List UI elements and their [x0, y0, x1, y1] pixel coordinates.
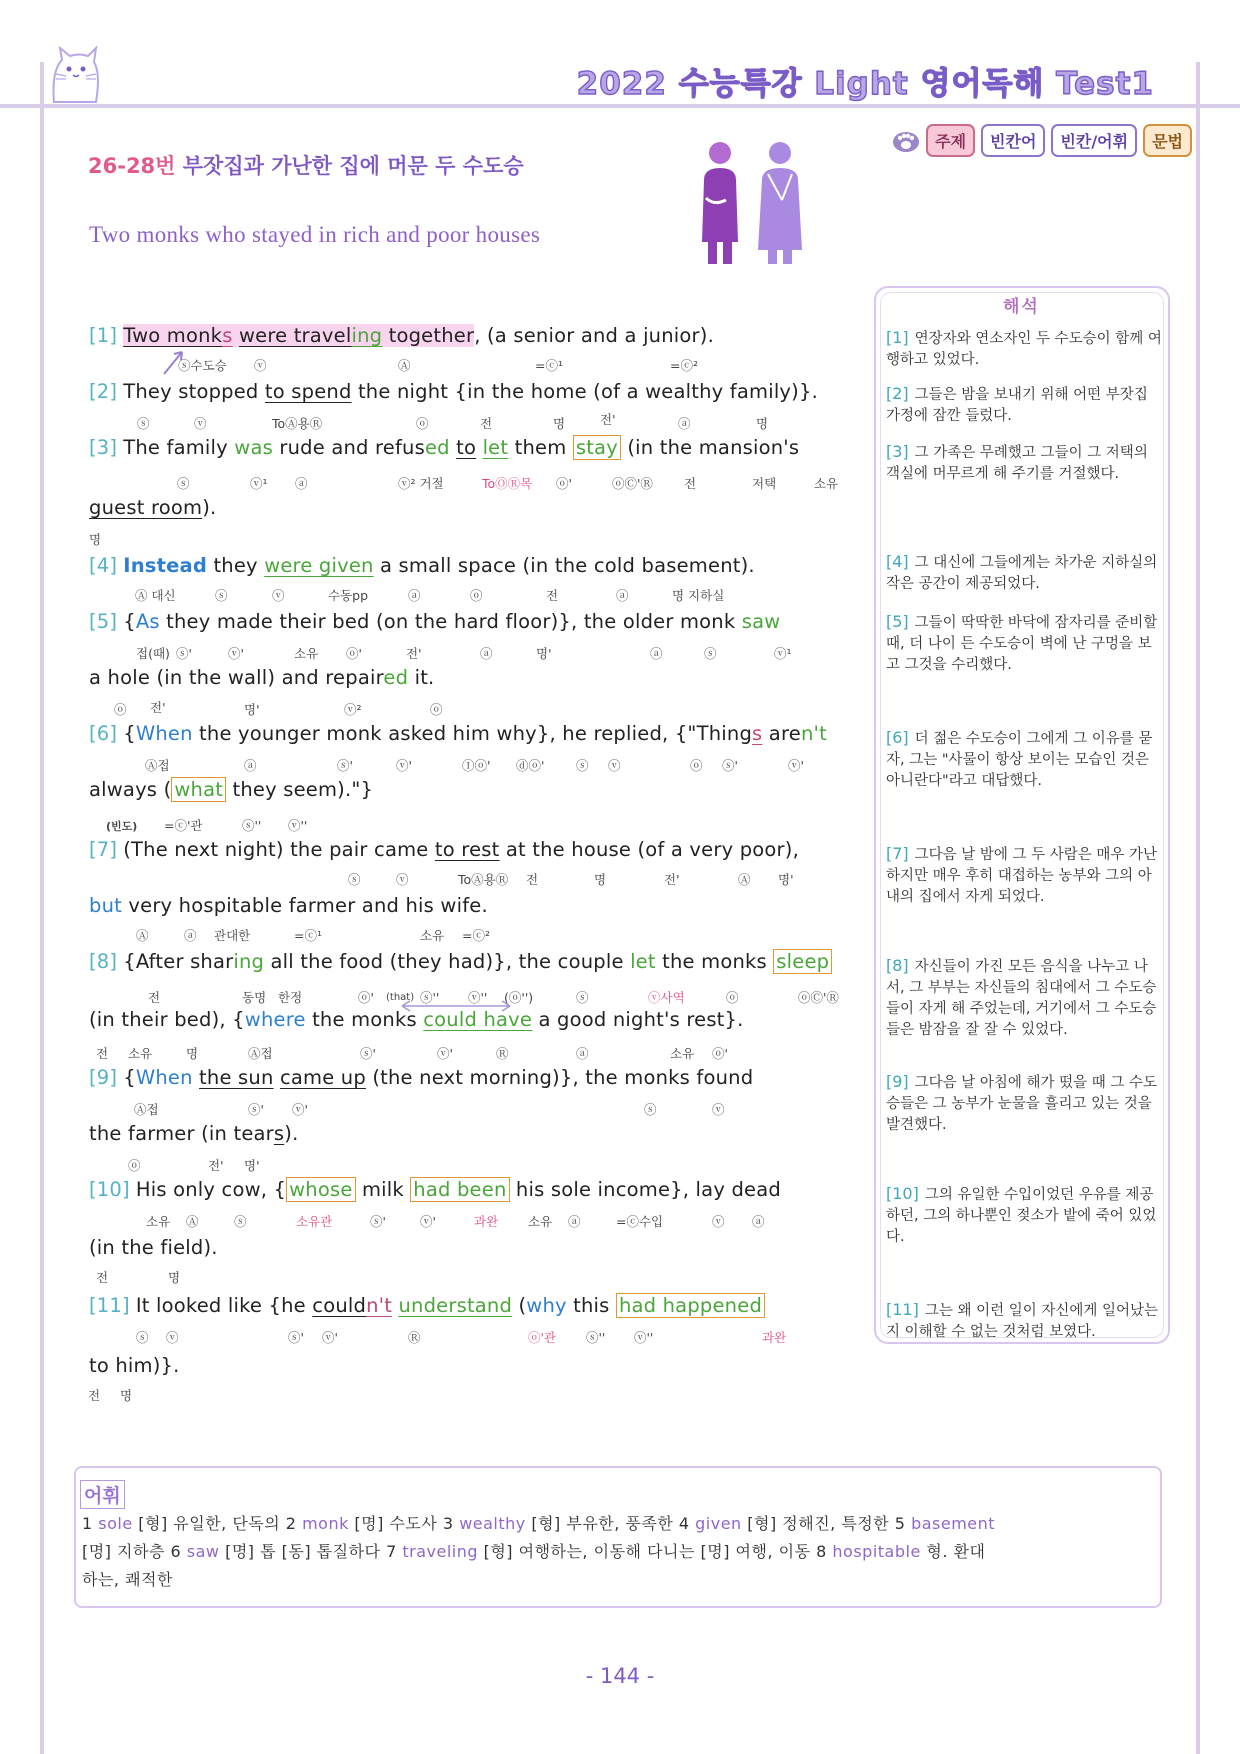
grammar-mark: 소유: [670, 1046, 695, 1061]
subject-phrase: Two monks were traveling together: [123, 324, 475, 347]
grammar-mark: ⓥ²: [344, 702, 362, 717]
grammar-mark: ⓢ: [576, 758, 589, 773]
grammar-mark: ⓐ: [184, 928, 197, 943]
header-rule: [0, 104, 1240, 108]
right-margin-rule: [1196, 62, 1200, 1754]
page-number: - 144 -: [585, 1664, 655, 1688]
grammar-mark: ⓐ: [616, 588, 629, 603]
tag-grammar[interactable]: 문법: [1143, 124, 1192, 157]
grammar-mark: ⓥ: [272, 588, 285, 603]
grammar-mark: ⓥ: [608, 758, 621, 773]
grammar-mark: ⓥ² 거절: [398, 476, 444, 491]
grammar-mark: 동명: [242, 990, 267, 1005]
grammar-mark: ⓢ수도승: [178, 358, 227, 373]
grammar-mark: ⓢ'': [242, 818, 262, 833]
sentence-6-cont: always ( what they seem)."}: [89, 778, 374, 801]
grammar-mark: ⓞ: [128, 1158, 141, 1173]
grammar-mark: 명': [244, 1158, 260, 1173]
sentence-8-cont: (in their bed), {where the monks could have a good night's rest}.: [89, 1008, 744, 1031]
grammar-mark: ⓞ': [358, 990, 374, 1005]
grammar-mark: ToⒶ용Ⓡ: [272, 416, 323, 431]
section-heading: [88, 150, 524, 180]
translation-item: [6] 더 젊은 수도승이 그에게 그 이유를 묻자, 그는 "사물이 항상 보이는 모습인 것은 아니란다"라고 대답했다.: [886, 728, 1153, 790]
grammar-mark: 저택: [752, 476, 777, 491]
vocab-line: [명] 지하층 6 saw [명] 톱 [동] 톱질하다 7 traveling [형] 여행하는, 이동해 다니는 [명] 여행, 이동 8 hospitable 형. 환대: [82, 1542, 986, 1561]
grammar-mark: ⓢ'': [420, 990, 440, 1005]
grammar-mark: 과완: [762, 1330, 787, 1345]
grammar-mark: ToⒶ용Ⓡ: [458, 872, 509, 887]
grammar-mark: 전: [96, 1270, 109, 1285]
sentence-9-cont: the farmer (in tears).: [89, 1122, 299, 1145]
had-happened-phrase: had happened: [616, 1293, 765, 1318]
grammar-mark: 명: [89, 532, 102, 547]
grammar-mark: ⓥ'': [634, 1330, 654, 1345]
grammar-mark: ⓞ: [470, 588, 483, 603]
sentence-11: [11] It looked like {he couldn't understand (why this had happened: [89, 1294, 765, 1317]
grammar-mark: ⓞ: [114, 702, 127, 717]
grammar-mark: Ⓐ접: [248, 1046, 273, 1061]
translation-item: [3] 그 가족은 무례했고 그들이 그 저택의 객실에 머무르게 해 주기를 거절했다.: [886, 442, 1148, 483]
grammar-mark: ⓓⓞ': [516, 758, 545, 773]
grammar-mark: ⓞ: [690, 758, 703, 773]
grammar-mark: 명 지하실: [672, 588, 725, 603]
grammar-mark: ⓐ: [678, 416, 691, 431]
vocabulary-title: 어휘: [80, 1480, 125, 1509]
grammar-mark: ⓢ': [370, 1214, 386, 1229]
sentence-7-cont: but very hospitable farmer and his wife.: [89, 894, 488, 917]
grammar-mark: ⓥ¹: [774, 646, 792, 661]
grammar-mark: ⓐ: [650, 646, 663, 661]
translation-item: [2] 그들은 밤을 보내기 위해 어떤 부잣집 가정에 잠깐 들렀다.: [886, 384, 1148, 425]
category-tags: [892, 124, 1192, 157]
grammar-mark: ⓥ: [166, 1330, 179, 1345]
grammar-mark: ⓐ: [480, 646, 493, 661]
grammar-mark: ⓐ: [295, 476, 308, 491]
sentence-2: [2] They stopped to spend the night {in the home (of a wealthy family)}.: [89, 380, 818, 403]
grammar-mark: ⓥ': [228, 646, 244, 661]
grammar-mark: 과완: [474, 1214, 499, 1229]
tag-blank-word[interactable]: 빈칸어: [981, 124, 1045, 157]
header-title: 2022 수능특강 Light 영어독해 Test1: [576, 66, 1154, 102]
translation-item: [9] 그다음 날 아침에 해가 떴을 때 그 수도승들은 그 농부가 눈물을 흘리고 있는 것을 발견했다.: [886, 1072, 1158, 1134]
grammar-mark: Ⓐ접: [134, 1102, 159, 1117]
sentence-11-cont: to him)}.: [89, 1354, 180, 1377]
section-title-en: Two monks who stayed in rich and poor houses: [89, 222, 541, 247]
grammar-mark: (that): [386, 992, 415, 1003]
section-title-kr: 부잣집과 가난한 집에 머문 두 수도승: [182, 154, 524, 178]
grammar-mark: Ⓘⓞ': [462, 758, 491, 773]
grammar-mark: 명: [186, 1046, 199, 1061]
grammar-mark: ⓥ사역: [648, 990, 685, 1005]
sentence-3-cont: guest room).: [89, 496, 217, 519]
grammar-mark: 전: [684, 476, 697, 491]
grammar-mark: ToⓄⓇ목: [482, 476, 533, 491]
grammar-mark: 명: [553, 416, 566, 431]
grammar-mark: ⓢ: [136, 1330, 149, 1345]
grammar-mark: ⓞ: [416, 416, 429, 431]
sentence-6: [6] {When the younger monk asked him why}, he replied, {"Things aren't: [89, 722, 827, 745]
vocabulary-list: [82, 1510, 1152, 1594]
grammar-mark: ⓐ: [752, 1214, 765, 1229]
grammar-mark: ⓢ: [215, 588, 228, 603]
grammar-mark: 소유관: [296, 1214, 333, 1229]
grammar-mark: ⓥ': [420, 1214, 436, 1229]
grammar-mark: Ⓡ: [496, 1046, 509, 1061]
sentence-5-cont: a hole (in the wall) and repaired it.: [89, 666, 435, 689]
grammar-mark: =ⓒ¹: [294, 928, 322, 943]
grammar-mark: Ⓐ접: [145, 758, 170, 773]
cat-mascot-icon: [48, 44, 102, 104]
translation-item: [7] 그다음 날 밤에 그 두 사람은 매우 가난하지만 매우 후히 대접하는 농부와 그의 아내의 집에서 자게 되었다.: [886, 844, 1158, 906]
grammar-mark: ⓢ: [348, 872, 361, 887]
grammar-mark: ⓥ': [396, 758, 412, 773]
grammar-mark: =ⓒ²: [462, 928, 490, 943]
grammar-mark: 전: [148, 990, 161, 1005]
grammar-mark: ⓥ': [322, 1330, 338, 1345]
sentence-8: [8] {After sharing all the food (they had)}, the couple let the monks sleep: [89, 950, 832, 973]
grammar-mark: 명: [168, 1270, 181, 1285]
grammar-mark: 명': [536, 646, 552, 661]
grammar-mark: ⓢ': [288, 1330, 304, 1345]
grammar-mark: ⓐ: [244, 758, 257, 773]
grammar-mark: 소유: [146, 1214, 171, 1229]
sentence-7: [7] (The next night) the pair came to rest at the house (of a very poor),: [89, 838, 799, 861]
grammar-mark: ⓥ: [194, 416, 207, 431]
grammar-mark: 전: [96, 1046, 109, 1061]
sentence-3: [3] The family was rude and refused to let them stay (in the mansion's: [89, 436, 800, 459]
grammar-mark: ⓥ': [437, 1046, 453, 1061]
grammar-mark: 수동pp: [328, 588, 369, 603]
grammar-mark: ⓥ¹: [250, 476, 268, 491]
grammar-mark: 관대한: [214, 928, 251, 943]
grammar-mark: 명: [120, 1388, 133, 1403]
vocab-line: 하는, 쾌적한: [82, 1570, 173, 1589]
grammar-mark: ⓐ: [568, 1214, 581, 1229]
monks-illustration-icon: [690, 140, 822, 268]
translation-title: 해석: [1003, 297, 1040, 317]
grammar-mark: ⓐ: [576, 1046, 589, 1061]
grammar-mark: ⓞ'관: [528, 1330, 557, 1345]
grammar-mark: 소유: [420, 928, 445, 943]
grammar-mark: 전': [208, 1158, 224, 1173]
grammar-mark: Ⓐ: [398, 358, 411, 373]
grammar-mark: 전: [526, 872, 539, 887]
paw-icon: [892, 129, 920, 153]
grammar-mark: ⓢ'': [586, 1330, 606, 1345]
grammar-mark: Ⓐ 대신: [135, 588, 176, 603]
grammar-mark: ⓢ': [360, 1046, 376, 1061]
grammar-mark: ⓥ': [292, 1102, 308, 1117]
grammar-mark: 한정: [278, 990, 303, 1005]
grammar-mark: 전': [600, 412, 616, 427]
grammar-mark: 전': [406, 646, 422, 661]
grammar-mark: =ⓒ'관: [164, 818, 203, 833]
grammar-mark: 명': [778, 872, 794, 887]
grammar-mark: Ⓐ: [136, 928, 149, 943]
grammar-mark: ⓥ: [712, 1102, 725, 1117]
grammar-mark: ⓢ: [137, 416, 150, 431]
grammar-mark: ⓢ: [576, 990, 589, 1005]
grammar-mark: 전': [664, 872, 680, 887]
grammar-mark: ⓥ': [788, 758, 804, 773]
translation-item: [8] 자신들이 가진 모든 음식을 나누고 나서, 그 부부는 자신들의 침대에서 그 수도승들이 자게 해 주었는데, 거기에서 그 수도승들은 밤잠을 잘 잘 수 있었다.: [886, 956, 1157, 1039]
grammar-mark: 접(때): [136, 646, 170, 661]
grammar-mark: =ⓒ¹: [535, 358, 563, 373]
grammar-mark: 명': [244, 702, 260, 717]
grammar-mark: ⓥ: [254, 358, 267, 373]
grammar-mark: 전: [480, 416, 493, 431]
grammar-mark: ⓢ': [248, 1102, 264, 1117]
grammar-mark: 소유: [814, 476, 839, 491]
grammar-mark: ⓞ: [430, 702, 443, 717]
translation-item: [4] 그 대신에 그들에게는 차가운 지하실의 작은 공간이 제공되었다.: [886, 552, 1158, 593]
grammar-mark: (ⓞ''): [504, 990, 534, 1005]
left-margin-rule: [40, 62, 44, 1754]
grammar-mark: 전': [150, 700, 166, 715]
grammar-mark: 전: [88, 1388, 101, 1403]
tag-blank-vocab[interactable]: 빈칸/어휘: [1051, 124, 1137, 157]
grammar-mark: =ⓒ수입: [616, 1214, 664, 1229]
vocab-line: 1 sole [형] 유일한, 단독의 2 monk [명] 수도사 3 wealthy [형] 부유한, 풍족한 4 given [형] 정해진, 특정한 5 basement: [82, 1514, 996, 1533]
grammar-mark: ⓥ: [712, 1214, 725, 1229]
grammar-mark: ⓞ': [556, 476, 572, 491]
grammar-mark: ⓞ: [726, 990, 739, 1005]
grammar-mark: ⓥ'': [288, 818, 308, 833]
grammar-mark: ⓐ: [408, 588, 421, 603]
sentence-5: [5] {As they made their bed (on the hard floor)}, the older monk saw: [89, 610, 781, 633]
grammar-mark: Ⓐ: [186, 1214, 199, 1229]
sentence-4: [4] Instead they were given a small space (in the cold basement).: [89, 554, 755, 577]
tag-topic[interactable]: 주제: [926, 124, 975, 157]
grammar-mark: ⓞ': [712, 1046, 728, 1061]
grammar-mark: 명: [594, 872, 607, 887]
grammar-mark: ⓢ: [704, 646, 717, 661]
grammar-mark: ⓞⒸ'Ⓡ: [612, 476, 653, 491]
sentence-10-cont: (in the field).: [89, 1236, 218, 1259]
sentence-1: [1] Two monks were traveling together, (a senior and a junior).: [89, 324, 714, 347]
grammar-mark: (빈도): [106, 820, 138, 833]
grammar-mark: ⓞ': [346, 646, 362, 661]
translation-item: [5] 그들이 딱딱한 바닥에 잠자리를 준비할 때, 더 나이 든 수도승이 벽에 난 구멍을 보고 그것을 수리했다.: [886, 612, 1158, 674]
grammar-mark: ⓞⒸ'Ⓡ: [798, 990, 839, 1005]
sentence-10: [10] His only cow, { whose milk had been his sole income}, lay dead: [89, 1178, 781, 1201]
grammar-mark: ⓥ'': [468, 990, 488, 1005]
grammar-mark: 소유: [294, 646, 319, 661]
grammar-mark: Ⓡ: [408, 1330, 421, 1345]
sentence-9: [9] {When the sun came up (the next morning)}, the monks found: [89, 1066, 754, 1089]
section-number: 26-28번: [88, 154, 176, 178]
translation-item: [1] 연장자와 연소자인 두 수도승이 함께 여행하고 있었다.: [886, 328, 1162, 369]
grammar-mark: ⓢ: [177, 476, 190, 491]
grammar-mark: =ⓒ²: [670, 358, 698, 373]
sentence-number: [1]: [89, 324, 118, 347]
grammar-mark: 소유: [128, 1046, 153, 1061]
grammar-mark: ⓢ': [722, 758, 738, 773]
grammar-mark: ⓢ: [234, 1214, 247, 1229]
grammar-mark: ⓢ': [337, 758, 353, 773]
grammar-mark: 명: [756, 416, 769, 431]
grammar-mark: ⓥ: [396, 872, 409, 887]
translation-item: [11] 그는 왜 이런 일이 자신에게 일어났는지 이해할 수 없는 것처럼 보였다.: [886, 1300, 1158, 1341]
grammar-mark: 전: [546, 588, 559, 603]
grammar-mark: ⓢ: [644, 1102, 657, 1117]
grammar-mark: Ⓐ: [738, 872, 751, 887]
grammar-mark: 소유: [528, 1214, 553, 1229]
grammar-mark: ⓢ': [176, 646, 192, 661]
translation-item: [10] 그의 유일한 수입이었던 우유를 제공하던, 그의 하나뿐인 젖소가 밭에 죽어 있었다.: [886, 1184, 1157, 1246]
